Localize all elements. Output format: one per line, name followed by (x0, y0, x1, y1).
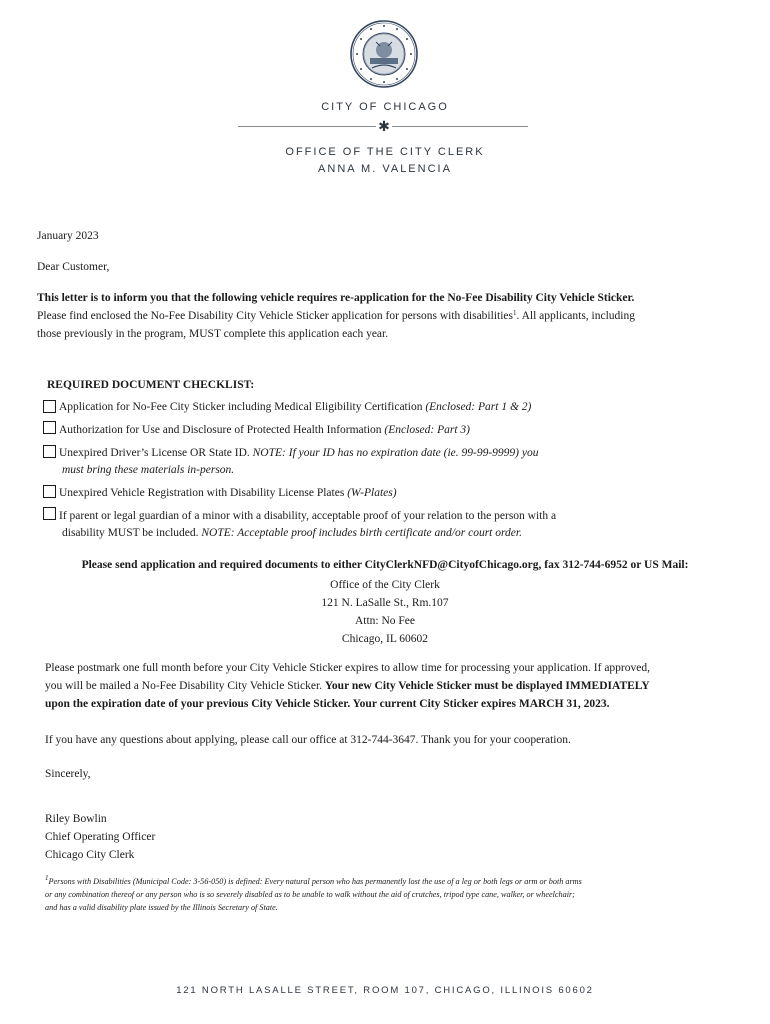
checklist-item-vehicle-registration (59, 484, 397, 502)
checklist-item-authorization (59, 421, 470, 439)
checkbox-drivers-license[interactable] (43, 445, 56, 458)
mail-address-line-4: Chicago, IL 60602 (341, 633, 429, 645)
footnote-text: Persons with Disabilities (Municipal Code: 3-56-050) is defined: Every natural person who has permanently lost the use of a leg or both legs or arm or both arms (48, 877, 582, 886)
intro-text-b: . All applicants, including (516, 310, 635, 322)
city-seal-logo (350, 20, 418, 88)
checklist-item-guardian: If parent or legal guardian of a minor with a disability, acceptable proof of your relation to the person with a (59, 510, 557, 522)
city-name: CITY OF CHICAGO (321, 101, 449, 113)
send-instructions: Please send application and required documents to either CityClerkNFD@CityofChicago.org, fax 312-744-6952 or US Mail: (81, 559, 689, 571)
item-note: NOTE: If your ID has no expiration date (ie. 99-99-9999) you (252, 447, 539, 459)
item-text: Authorization for Use and Disclosure of Protected Health Information (59, 424, 385, 436)
item-note: (W-Plates) (347, 487, 397, 499)
mail-address-line-2: 121 N. LaSalle St., Rm.107 (321, 597, 449, 609)
checklist-heading: REQUIRED DOCUMENT CHECKLIST: (47, 379, 255, 391)
signatory-office: Chicago City Clerk (45, 849, 135, 861)
signatory-name: Riley Bowlin (45, 813, 107, 825)
intro-paragraph (37, 289, 737, 343)
intro-text-a: Please find enclosed the No-Fee Disability City Vehicle Sticker application for persons with disabilities (37, 310, 513, 322)
footnote-mark: 1 (512, 309, 517, 317)
footnote-line-1 (45, 875, 735, 888)
letter-greeting: Dear Customer, (37, 261, 110, 273)
clerk-name: ANNA M. VALENCIA (318, 163, 452, 175)
item-note: NOTE: Acceptable proof includes birth certificate and/or court order. (201, 527, 522, 539)
star-icon: ✱ (378, 118, 390, 134)
postmark-line-2 (45, 677, 650, 695)
item-note: (Enclosed: Part 1 & 2) (425, 401, 532, 413)
postmark-paragraph (45, 659, 650, 713)
letter-date: January 2023 (37, 230, 99, 242)
signatory-title: Chief Operating Officer (45, 831, 156, 843)
item-text: disability MUST be included. (62, 527, 202, 539)
intro-bold-line: This letter is to inform you that the following vehicle requires re-application for the No-Fee Disability City Vehicle Sticker. (37, 292, 635, 304)
checkbox-application[interactable] (43, 400, 56, 413)
office-name: OFFICE OF THE CITY CLERK (285, 146, 485, 158)
checkbox-vehicle-registration[interactable] (43, 485, 56, 498)
checkbox-guardian[interactable] (43, 507, 56, 520)
postmark-line-3: upon the expiration date of your previous City Vehicle Sticker. Your current City Sticker expires MARCH 31, 2023. (45, 698, 610, 710)
postmark-bold-text: Your new City Vehicle Sticker must be displayed IMMEDIATELY (324, 680, 650, 692)
mail-address-line-1: Office of the City Clerk (330, 579, 440, 591)
postmark-line-1: Please postmark one full month before your City Vehicle Sticker expires to allow time for processing your application. If approved, (45, 662, 650, 674)
questions-line: If you have any questions about applying, please call our office at 312-744-3647. Thank you for your cooperation. (45, 734, 571, 746)
checkbox-authorization[interactable] (43, 421, 56, 434)
checklist-item-drivers-license (59, 444, 539, 462)
checklist-item-guardian-note (62, 524, 522, 542)
postmark-text: you will be mailed a No-Fee Disability City Vehicle Sticker. (45, 680, 325, 692)
closing-salutation: Sincerely, (45, 768, 91, 780)
item-text: Unexpired Vehicle Registration with Disability License Plates (59, 487, 348, 499)
item-text: Unexpired Driver’s License OR State ID. (59, 447, 253, 459)
footer-address: 121 NORTH LASALLE STREET, ROOM 107, CHICAGO, ILLINOIS 60602 (176, 985, 594, 996)
divider-right (392, 126, 528, 127)
item-text: Application for No-Fee City Sticker including Medical Eligibility Certification (59, 401, 426, 413)
intro-line-2 (37, 307, 737, 325)
mail-address-line-3: Attn: No Fee (354, 615, 416, 627)
checklist-item-application (59, 398, 531, 416)
footnote-mark: 1 (45, 874, 49, 882)
checklist-item-drivers-license-note: must bring these materials in-person. (62, 464, 235, 476)
divider-left (238, 126, 376, 127)
footnote (45, 875, 735, 914)
item-note: (Enclosed: Part 3) (384, 424, 471, 436)
footnote-line-3: and has a valid disability plate issued by the Illinois Secretary of State. (45, 903, 278, 912)
intro-line-3: those previously in the program, MUST complete this application each year. (37, 328, 389, 340)
footnote-line-2: or any combination thereof or any person who is so severely disabled as to be unable to walk without the aid of crutches, tripod type cane, walker, or wheelchair; (45, 890, 575, 899)
